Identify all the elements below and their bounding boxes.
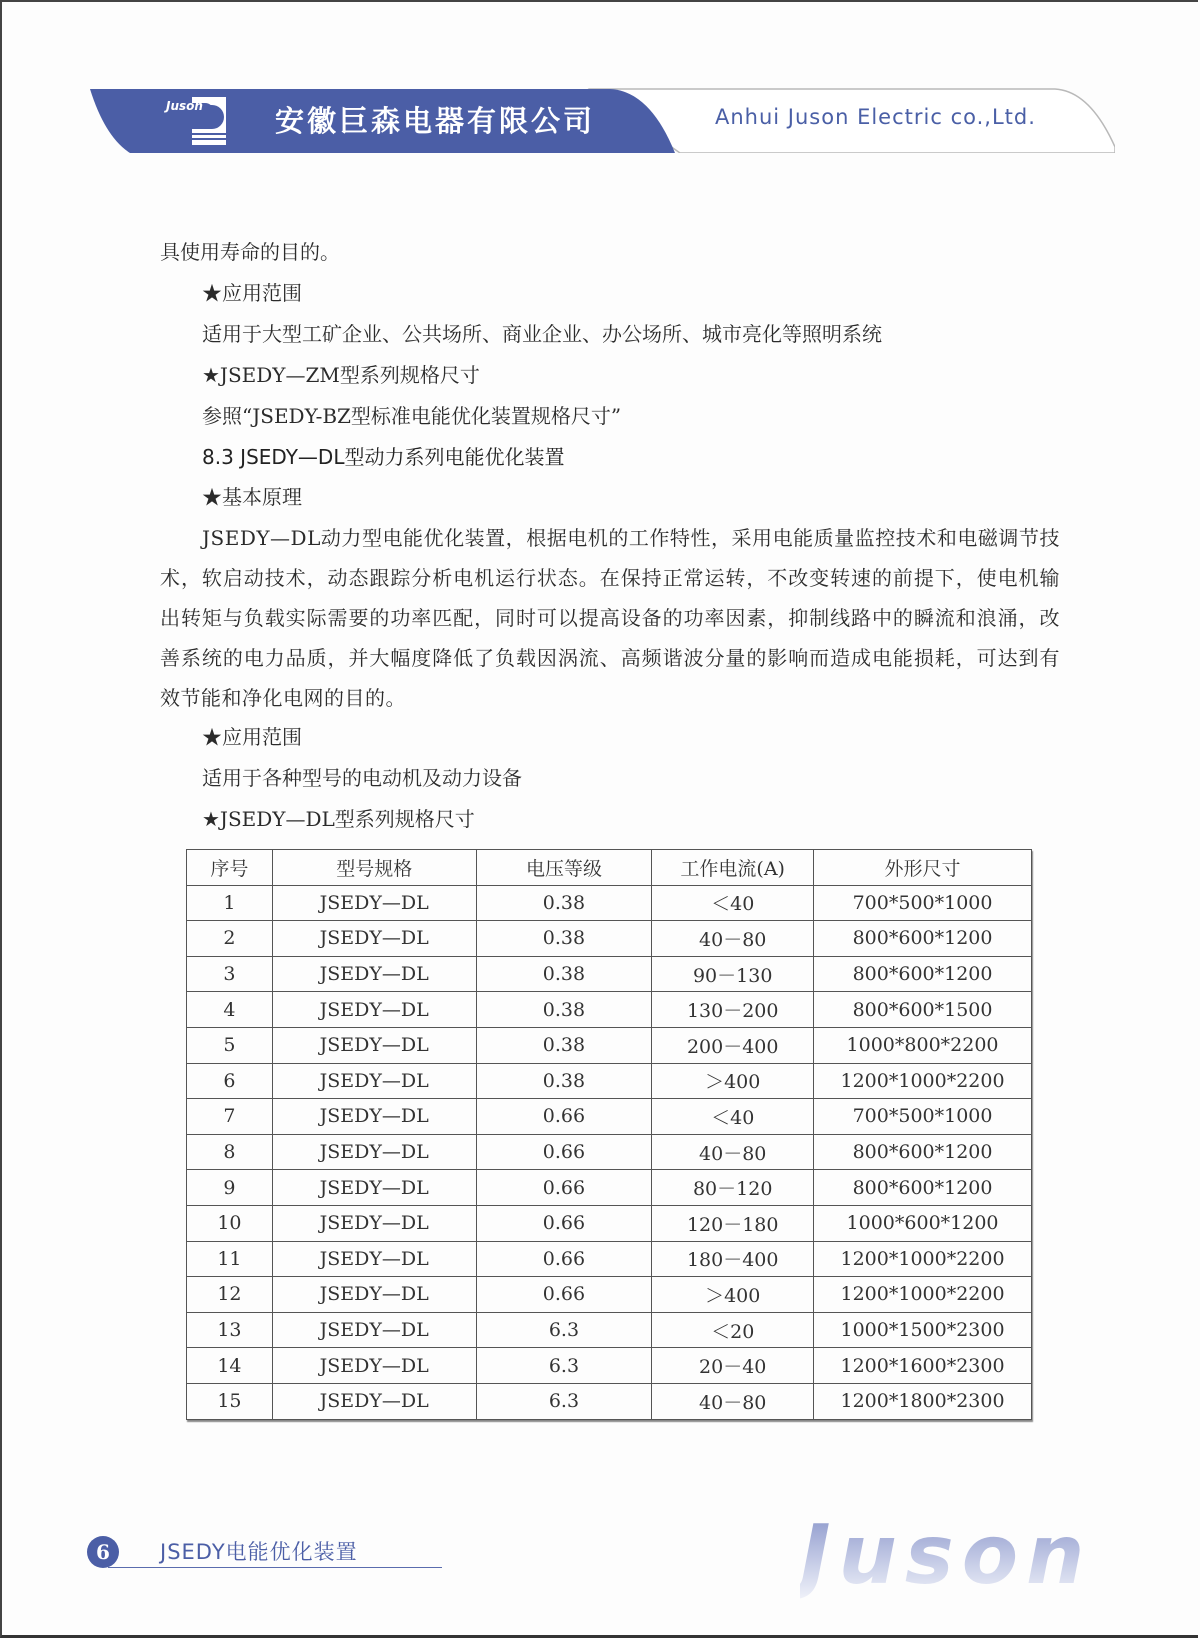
- text-zm-spec-ref: 参照“JSEDY-BZ型标准电能优化装置规格尺寸”: [202, 404, 622, 428]
- cell-voltage: 0.66: [476, 1277, 652, 1313]
- table-body: [187, 885, 1032, 1419]
- table-row: [187, 1027, 1032, 1063]
- cell-model: JSEDY—DL: [272, 1134, 476, 1170]
- cell-index: 6: [187, 1063, 273, 1099]
- cell-current: 130－200: [652, 992, 814, 1028]
- cell-index: 12: [187, 1277, 273, 1313]
- col-header-model: 型号规格: [272, 850, 476, 886]
- table-row: [187, 1205, 1032, 1241]
- cell-model: JSEDY—DL: [272, 1277, 476, 1313]
- company-name-en: Anhui Juson Electric co.,Ltd.: [715, 105, 1036, 129]
- cell-index: 9: [187, 1170, 273, 1206]
- cell-index: 1: [187, 885, 273, 921]
- cell-voltage: 0.38: [476, 1027, 652, 1063]
- cell-index: 5: [187, 1027, 273, 1063]
- cell-dimensions: 800*600*1200: [814, 1170, 1032, 1206]
- cell-model: JSEDY—DL: [272, 921, 476, 957]
- cell-dimensions: 700*500*1000: [814, 1099, 1032, 1135]
- table-row: [187, 1277, 1032, 1313]
- cell-current: 90－130: [652, 956, 814, 992]
- cell-index: 4: [187, 992, 273, 1028]
- cell-voltage: 0.38: [476, 1063, 652, 1099]
- cell-dimensions: 1200*1800*2300: [814, 1383, 1032, 1419]
- cell-voltage: 0.66: [476, 1134, 652, 1170]
- text-app-scope-2: 适用于各种型号的电动机及动力设备: [202, 766, 522, 790]
- cell-voltage: 0.66: [476, 1241, 652, 1277]
- cell-current: 40－80: [652, 1383, 814, 1419]
- heading-dl-spec: ★JSEDY—DL型系列规格尺寸: [202, 807, 475, 831]
- cell-model: JSEDY—DL: [272, 1027, 476, 1063]
- cell-voltage: 0.66: [476, 1205, 652, 1241]
- cell-voltage: 6.3: [476, 1348, 652, 1384]
- table-row: [187, 1241, 1032, 1277]
- cell-dimensions: 1200*1600*2300: [814, 1348, 1032, 1384]
- cell-model: JSEDY—DL: [272, 992, 476, 1028]
- table-row: [187, 1170, 1032, 1206]
- cell-model: JSEDY—DL: [272, 1348, 476, 1384]
- logo-text: Juson: [166, 99, 203, 113]
- table-row: [187, 885, 1032, 921]
- cell-current: 40－80: [652, 1134, 814, 1170]
- cell-dimensions: 1200*1000*2200: [814, 1063, 1032, 1099]
- cell-model: JSEDY—DL: [272, 1205, 476, 1241]
- table-row: [187, 1063, 1032, 1099]
- cell-index: 10: [187, 1205, 273, 1241]
- brand-watermark: Juson: [800, 1508, 1093, 1603]
- cell-index: 11: [187, 1241, 273, 1277]
- cell-dimensions: 1000*1500*2300: [814, 1312, 1032, 1348]
- cell-model: JSEDY—DL: [272, 1383, 476, 1419]
- cell-model: JSEDY—DL: [272, 1312, 476, 1348]
- text-app-scope-1: 适用于大型工矿企业、公共场所、商业企业、办公场所、城市亮化等照明系统: [202, 322, 882, 346]
- cell-dimensions: 800*600*1200: [814, 921, 1032, 957]
- cell-index: 13: [187, 1312, 273, 1348]
- col-header-index: 序号: [187, 850, 273, 886]
- cell-dimensions: 1200*1000*2200: [814, 1277, 1032, 1313]
- col-header-voltage: 电压等级: [476, 850, 652, 886]
- table-row: [187, 921, 1032, 957]
- page-number-badge: 6: [87, 1536, 119, 1568]
- cell-index: 7: [187, 1099, 273, 1135]
- table-row: [187, 1312, 1032, 1348]
- cell-model: JSEDY—DL: [272, 1170, 476, 1206]
- cell-current: ＜40: [652, 1099, 814, 1135]
- cell-index: 3: [187, 956, 273, 992]
- cell-index: 8: [187, 1134, 273, 1170]
- cell-index: 14: [187, 1348, 273, 1384]
- table-row: [187, 992, 1032, 1028]
- cell-dimensions: 1000*800*2200: [814, 1027, 1032, 1063]
- cell-voltage: 6.3: [476, 1383, 652, 1419]
- cell-index: 2: [187, 921, 273, 957]
- heading-zm-spec: ★JSEDY—ZM型系列规格尺寸: [202, 363, 480, 387]
- cell-current: 20－40: [652, 1348, 814, 1384]
- cell-voltage: 0.38: [476, 885, 652, 921]
- cell-model: JSEDY—DL: [272, 885, 476, 921]
- table-row: [187, 1134, 1032, 1170]
- heading-principle: ★基本原理: [202, 485, 302, 509]
- cell-current: 180－400: [652, 1241, 814, 1277]
- cell-model: JSEDY—DL: [272, 1241, 476, 1277]
- spec-table: [186, 849, 1032, 1420]
- cell-current: ＜20: [652, 1312, 814, 1348]
- cell-voltage: 0.38: [476, 992, 652, 1028]
- text-continuation: 具使用寿命的目的。: [160, 240, 340, 264]
- cell-index: 15: [187, 1383, 273, 1419]
- cell-voltage: 0.38: [476, 956, 652, 992]
- cell-current: ＞400: [652, 1063, 814, 1099]
- cell-voltage: 0.38: [476, 921, 652, 957]
- cell-model: JSEDY—DL: [272, 1099, 476, 1135]
- cell-dimensions: 700*500*1000: [814, 885, 1032, 921]
- cell-voltage: 0.66: [476, 1170, 652, 1206]
- text-principle: JSEDY—DL动力型电能优化装置，根据电机的工作特性，采用电能质量监控技术和电磁调节技术，软启动技术，动态跟踪分析电机运行状态。在保持正常运转，不改变转速的前提下，使电机输出转矩与负载实际需要的功率匹配，同时可以提高设备的功率因素，抑制线路中的瞬流和浪涌，改善系统的电力品质，并大幅度降低了负载因涡流、高频谐波分量的影响而造成电能损耗，可达到有效节能和净化电网的目的。: [160, 526, 1060, 710]
- cell-current: ＞400: [652, 1277, 814, 1313]
- table-row: [187, 956, 1032, 992]
- cell-dimensions: 800*600*1200: [814, 956, 1032, 992]
- heading-app-scope-2: ★应用范围: [202, 725, 302, 749]
- cell-current: ＜40: [652, 885, 814, 921]
- page-header: [90, 87, 1115, 153]
- cell-current: 200－400: [652, 1027, 814, 1063]
- cell-dimensions: 800*600*1200: [814, 1134, 1032, 1170]
- cell-dimensions: 1000*600*1200: [814, 1205, 1032, 1241]
- heading-app-scope-1: ★应用范围: [202, 281, 302, 305]
- cell-voltage: 0.66: [476, 1099, 652, 1135]
- table-header-row: [187, 850, 1032, 886]
- cell-model: JSEDY—DL: [272, 1063, 476, 1099]
- col-header-current: 工作电流(A): [652, 850, 814, 886]
- table-row: [187, 1099, 1032, 1135]
- cell-dimensions: 800*600*1500: [814, 992, 1032, 1028]
- cell-current: 120－180: [652, 1205, 814, 1241]
- company-name-cn: 安徽巨森电器有限公司: [275, 104, 596, 138]
- cell-dimensions: 1200*1000*2200: [814, 1241, 1032, 1277]
- cell-current: 80－120: [652, 1170, 814, 1206]
- footer-divider: [108, 1567, 442, 1568]
- cell-model: JSEDY—DL: [272, 956, 476, 992]
- table-row: [187, 1348, 1032, 1384]
- section-title: 8.3 JSEDY—DL型动力系列电能优化装置: [202, 445, 565, 469]
- table-row: [187, 1383, 1032, 1419]
- col-header-dimensions: 外形尺寸: [814, 850, 1032, 886]
- footer-title: JSEDY电能优化装置: [160, 1540, 358, 1564]
- cell-current: 40－80: [652, 921, 814, 957]
- cell-voltage: 6.3: [476, 1312, 652, 1348]
